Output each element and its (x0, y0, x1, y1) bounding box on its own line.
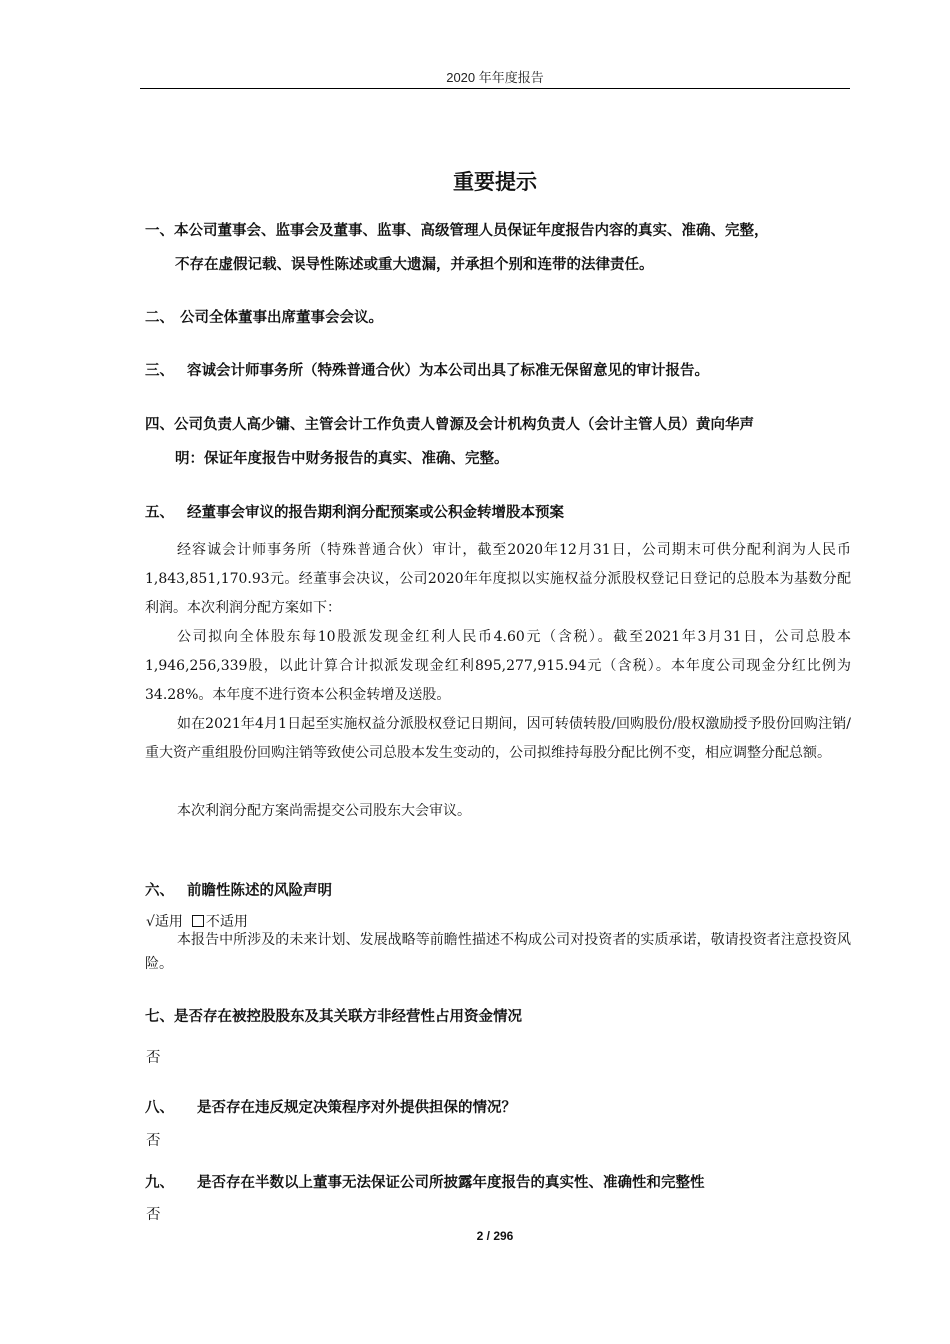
item-7-answer: 否 (146, 1050, 161, 1066)
item-5-title: 经董事会审议的报告期利润分配预案或公积金转增股本预案 (187, 505, 564, 521)
page-number: 2 / 296 (476, 1229, 514, 1243)
item-5-paragraph-1: 经容诚会计师事务所（特殊普通合伙）审计，截至2020年12月31日，公司期末可供分配利润为人民币1,843,851,170.93元。经董事会决议，公司2020年年度拟以实施权益分派股权登记日登记的总股本为基数分配利润。本次利润分配方案如下： (145, 542, 851, 616)
item-4-line-1 (145, 413, 754, 434)
item-4-prefix: 四、 (145, 417, 174, 433)
item-9-heading (145, 1171, 705, 1192)
item-7-prefix: 七、 (145, 1009, 174, 1025)
item-6-title: 前瞻性陈述的风险声明 (187, 883, 332, 899)
item-6-heading (145, 879, 332, 900)
item-5-paragraph-4: 本次利润分配方案尚需提交公司股东大会审议。 (177, 803, 471, 819)
item-3-prefix: 三、 (145, 363, 174, 379)
item-8-prefix: 八、 (145, 1100, 174, 1116)
item-4-text-1: 公司负责人高少镛、主管会计工作负责人曾源及会计机构负责人（会计主管人员）黄向华声 (174, 417, 754, 433)
item-1-text-2: 不存在虚假记载、误导性陈述或重大遗漏，并承担个别和连带的法律责任。 (175, 257, 654, 273)
option-applicable-checked: √适用 (146, 914, 183, 930)
item-5-paragraph-3: 如在2021年4月1日起至实施权益分派股权登记日期间，因可转债转股/回购股份/股权激励授予股份回购注销/重大资产重组股份回购注销等致使公司总股本发生变动的，公司拟维持每股分配比例不变，相应调整分配总额。 (145, 716, 851, 761)
running-header: 2020 年年度报告 (446, 70, 544, 85)
item-5-heading (145, 501, 564, 522)
item-6-paragraph: 本报告中所涉及的未来计划、发展战略等前瞻性描述不构成公司对投资者的实质承诺，敬请投资者注意投资风险。 (145, 932, 851, 972)
item-9-prefix: 九、 (145, 1175, 174, 1191)
header-divider (140, 88, 850, 89)
item-3 (145, 359, 709, 380)
item-1-line-1 (145, 219, 769, 240)
item-8-title: 是否存在违反规定决策程序对外提供担保的情况？ (197, 1100, 516, 1116)
option-not-applicable: 不适用 (205, 914, 248, 930)
item-5-paragraph-2: 公司拟向全体股东每10股派发现金红利人民币4.60元（含税）。截至2021年3月31日，公司总股本1,946,256,339股，以此计算合计拟派发现金红利895,277,915.94元（含税）。本年度公司现金分红比例为34.28%。本年度不进行资本公积金转增及送股。 (145, 629, 851, 703)
item-7-title: 是否存在被控股股东及其关联方非经营性占用资金情况 (174, 1009, 522, 1025)
item-1-prefix: 一、 (145, 223, 174, 239)
item-5-prefix: 五、 (145, 505, 174, 521)
item-9-answer: 否 (146, 1207, 161, 1223)
item-3-text: 容诚会计师事务所（特殊普通合伙）为本公司出具了标准无保留意见的审计报告。 (187, 363, 709, 379)
item-2 (145, 306, 383, 327)
item-2-prefix: 二、 (145, 310, 174, 326)
page-title: 重要提示 (453, 170, 537, 194)
checkbox-empty-icon (192, 915, 204, 927)
item-4-text-2: 明：保证年度报告中财务报告的真实、准确、完整。 (175, 451, 509, 467)
item-8-heading (145, 1096, 516, 1117)
item-8-answer: 否 (146, 1133, 161, 1149)
item-2-text: 公司全体董事出席董事会会议。 (180, 310, 383, 326)
item-7-heading (145, 1005, 522, 1026)
item-9-title: 是否存在半数以上董事无法保证公司所披露年度报告的真实性、准确性和完整性 (197, 1175, 705, 1191)
item-1-text-1: 本公司董事会、监事会及董事、监事、高级管理人员保证年度报告内容的真实、准确、完整， (174, 223, 769, 239)
item-6-prefix: 六、 (145, 883, 174, 899)
